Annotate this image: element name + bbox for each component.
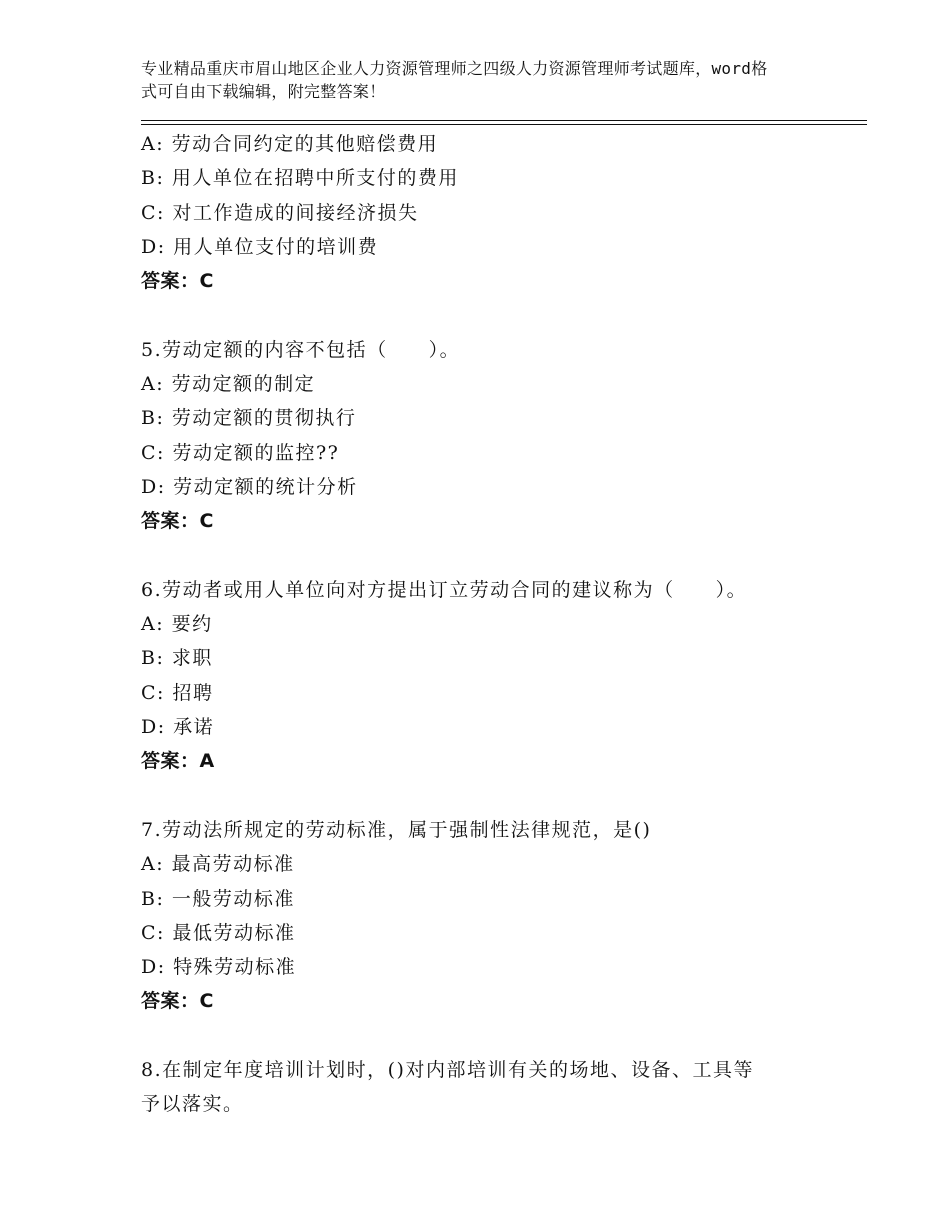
header-divider xyxy=(141,120,867,121)
question-6 xyxy=(141,573,867,779)
option-b: B: 一般劳动标准 xyxy=(141,887,295,910)
document-header xyxy=(141,57,781,103)
spacer xyxy=(141,539,867,573)
option-a: A: 劳动合同约定的其他赔偿费用 xyxy=(141,133,439,155)
option-c: C: 最低劳动标准 xyxy=(141,921,296,944)
question-7 xyxy=(141,813,867,1019)
question-8 xyxy=(141,1053,867,1122)
question-list xyxy=(141,127,867,1122)
answer: 答案：C xyxy=(141,990,214,1013)
spacer xyxy=(141,1019,867,1053)
option-b: B: 用人单位在招聘中所支付的费用 xyxy=(141,167,459,190)
option-d: D: 劳动定额的统计分析 xyxy=(141,475,358,498)
question-stem-line-1: 8.在制定年度培训计划时，()对内部培训有关的场地、设备、工具等 xyxy=(141,1059,754,1082)
option-c: C: 劳动定额的监控?? xyxy=(141,441,340,464)
header-title: 专业精品重庆市眉山地区企业人力资源管理师之四级人力资源管理师考试题库，word格式可自由下载编辑，附完整答案！ xyxy=(141,59,768,101)
option-a: A: 要约 xyxy=(141,613,213,636)
option-c: C: 对工作造成的间接经济损失 xyxy=(141,201,419,224)
spacer xyxy=(141,298,867,332)
question-stem-line-2: 予以落实。 xyxy=(141,1093,244,1116)
option-b: B: 劳动定额的贯彻执行 xyxy=(141,407,357,430)
header-divider-double xyxy=(141,124,867,125)
option-d: D: 用人单位支付的培训费 xyxy=(141,235,379,258)
question-stem: 7.劳动法所规定的劳动标准，属于强制性法律规范，是() xyxy=(141,818,652,841)
option-a: A: 劳动定额的制定 xyxy=(141,373,316,396)
option-d: D: 承诺 xyxy=(141,716,215,739)
question-5 xyxy=(141,333,867,539)
question-4 xyxy=(141,127,867,298)
option-d: D: 特殊劳动标准 xyxy=(141,956,297,979)
answer: 答案：A xyxy=(141,750,215,773)
answer: 答案：C xyxy=(141,510,214,533)
option-b: B: 求职 xyxy=(141,647,213,670)
option-c: C: 招聘 xyxy=(141,681,214,704)
option-a: A: 最高劳动标准 xyxy=(141,853,295,876)
answer: 答案：C xyxy=(141,270,214,293)
spacer xyxy=(141,779,867,813)
question-stem: 5.劳动定额的内容不包括（ ）。 xyxy=(141,338,461,361)
question-stem: 6.劳动者或用人单位向对方提出订立劳动合同的建议称为（ ）。 xyxy=(141,578,748,601)
